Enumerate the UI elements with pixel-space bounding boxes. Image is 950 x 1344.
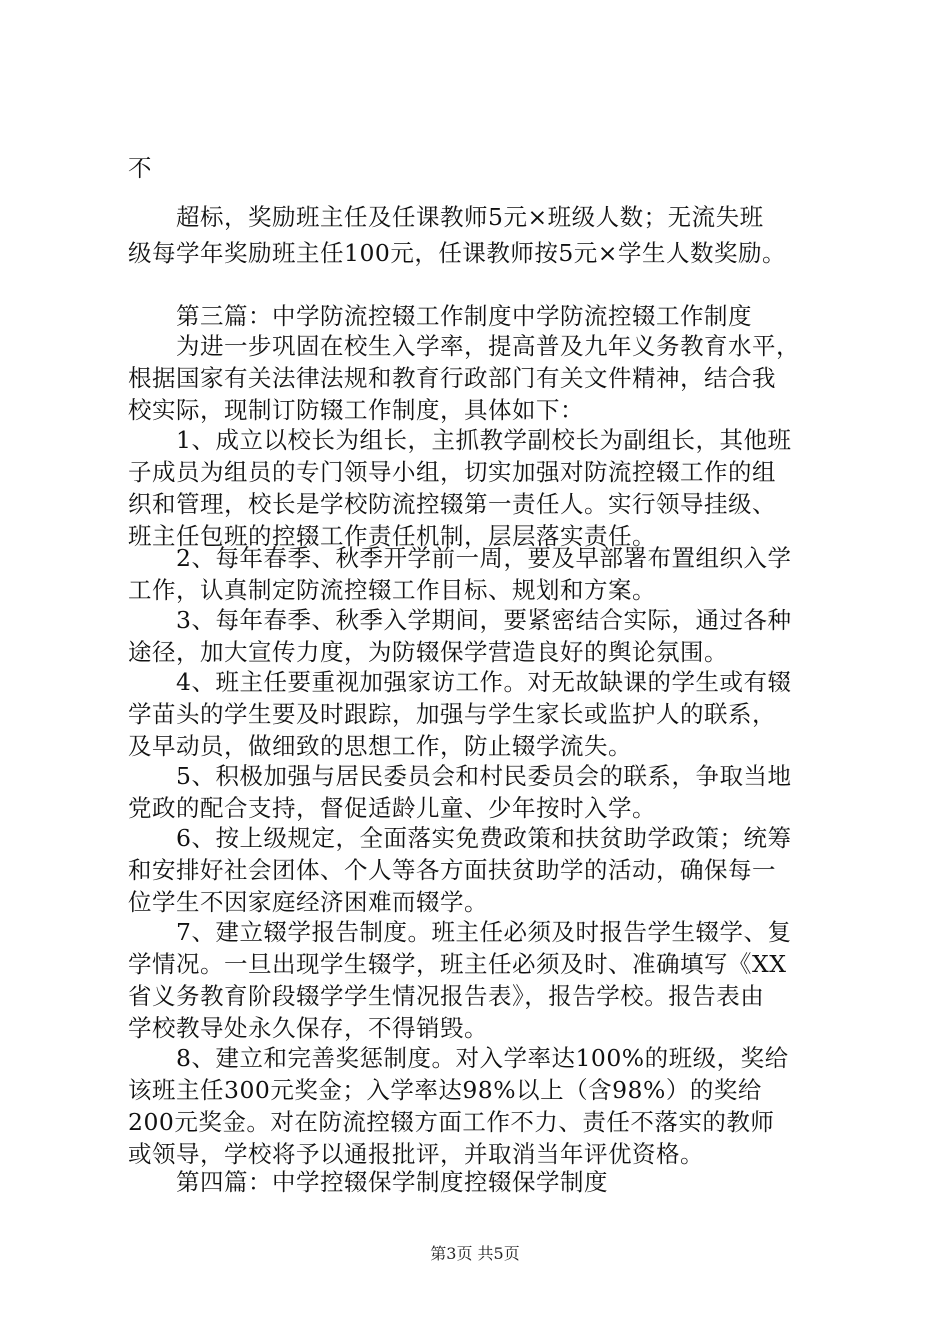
text-line: 1、成立以校长为组长，主抓教学副校长为副组长，其他班 xyxy=(176,426,792,454)
text-line: 8、建立和完善奖惩制度。对入学率达100%的班级，奖给 xyxy=(176,1044,789,1072)
text-line: 校实际，现制订防辍工作制度，具体如下： xyxy=(128,396,584,424)
text-line: 和安排好社会团体、个人等各方面扶贫助学的活动，确保每一 xyxy=(128,856,776,884)
text-line: 党政的配合支持，督促适龄儿童、少年按时入学。 xyxy=(128,794,656,822)
text-line: 2、每年春季、秋季开学前一周，要及早部署布置组织入学 xyxy=(176,544,792,572)
text-line: 班主任包班的控辍工作责任机制，层层落实责任。 xyxy=(128,522,656,550)
text-line: 学情况。一旦出现学生辍学，班主任必须及时、准确填写《XX xyxy=(128,950,787,978)
text-line: 超标，奖励班主任及任课教师5元×班级人数；无流失班 xyxy=(176,203,764,231)
text-line: 该班主任300元奖金；入学率达98%以上（含98%）的奖给 xyxy=(128,1076,762,1104)
section-heading: 第三篇：中学防流控辍工作制度中学防流控辍工作制度 xyxy=(176,302,752,330)
text-line: 子成员为组员的专门领导小组，切实加强对防流控辍工作的组 xyxy=(128,458,776,486)
text-line: 不 xyxy=(128,154,152,182)
text-line: 4、班主任要重视加强家访工作。对无故缺课的学生或有辍 xyxy=(176,668,792,696)
text-line: 织和管理，校长是学校防流控辍第一责任人。实行领导挂级、 xyxy=(128,490,776,518)
text-line: 省义务教育阶段辍学学生情况报告表》，报告学校。报告表由 xyxy=(128,982,765,1010)
text-line: 学校教导处永久保存，不得销毁。 xyxy=(128,1014,488,1042)
text-line: 为进一步巩固在校生入学率，提高普及九年义务教育水平， xyxy=(176,332,800,360)
text-line: 工作，认真制定防流控辍工作目标、规划和方案。 xyxy=(128,576,656,604)
text-line: 根据国家有关法律法规和教育行政部门有关文件精神，结合我 xyxy=(128,364,776,392)
text-line: 3、每年春季、秋季入学期间，要紧密结合实际，通过各种 xyxy=(176,606,792,634)
section-heading: 第四篇：中学控辍保学制度控辍保学制度 xyxy=(176,1168,608,1196)
text-line: 学苗头的学生要及时跟踪，加强与学生家长或监护人的联系， xyxy=(128,700,776,728)
page-footer: 第3页 共5页 xyxy=(430,1244,520,1263)
text-line: 6、按上级规定，全面落实免费政策和扶贫助学政策；统筹 xyxy=(176,824,792,852)
text-line: 及早动员，做细致的思想工作，防止辍学流失。 xyxy=(128,732,632,760)
text-line: 级每学年奖励班主任100元，任课教师按5元×学生人数奖励。 xyxy=(128,239,786,267)
text-line: 200元奖金。对在防流控辍方面工作不力、责任不落实的教师 xyxy=(128,1108,775,1136)
text-line: 或领导，学校将予以通报批评，并取消当年评优资格。 xyxy=(128,1140,704,1168)
text-line: 途径，加大宣传力度，为防辍保学营造良好的舆论氛围。 xyxy=(128,638,728,666)
text-line: 7、建立辍学报告制度。班主任必须及时报告学生辍学、复 xyxy=(176,918,792,946)
text-line: 位学生不因家庭经济困难而辍学。 xyxy=(128,888,488,916)
text-line: 5、积极加强与居民委员会和村民委员会的联系，争取当地 xyxy=(176,762,792,790)
